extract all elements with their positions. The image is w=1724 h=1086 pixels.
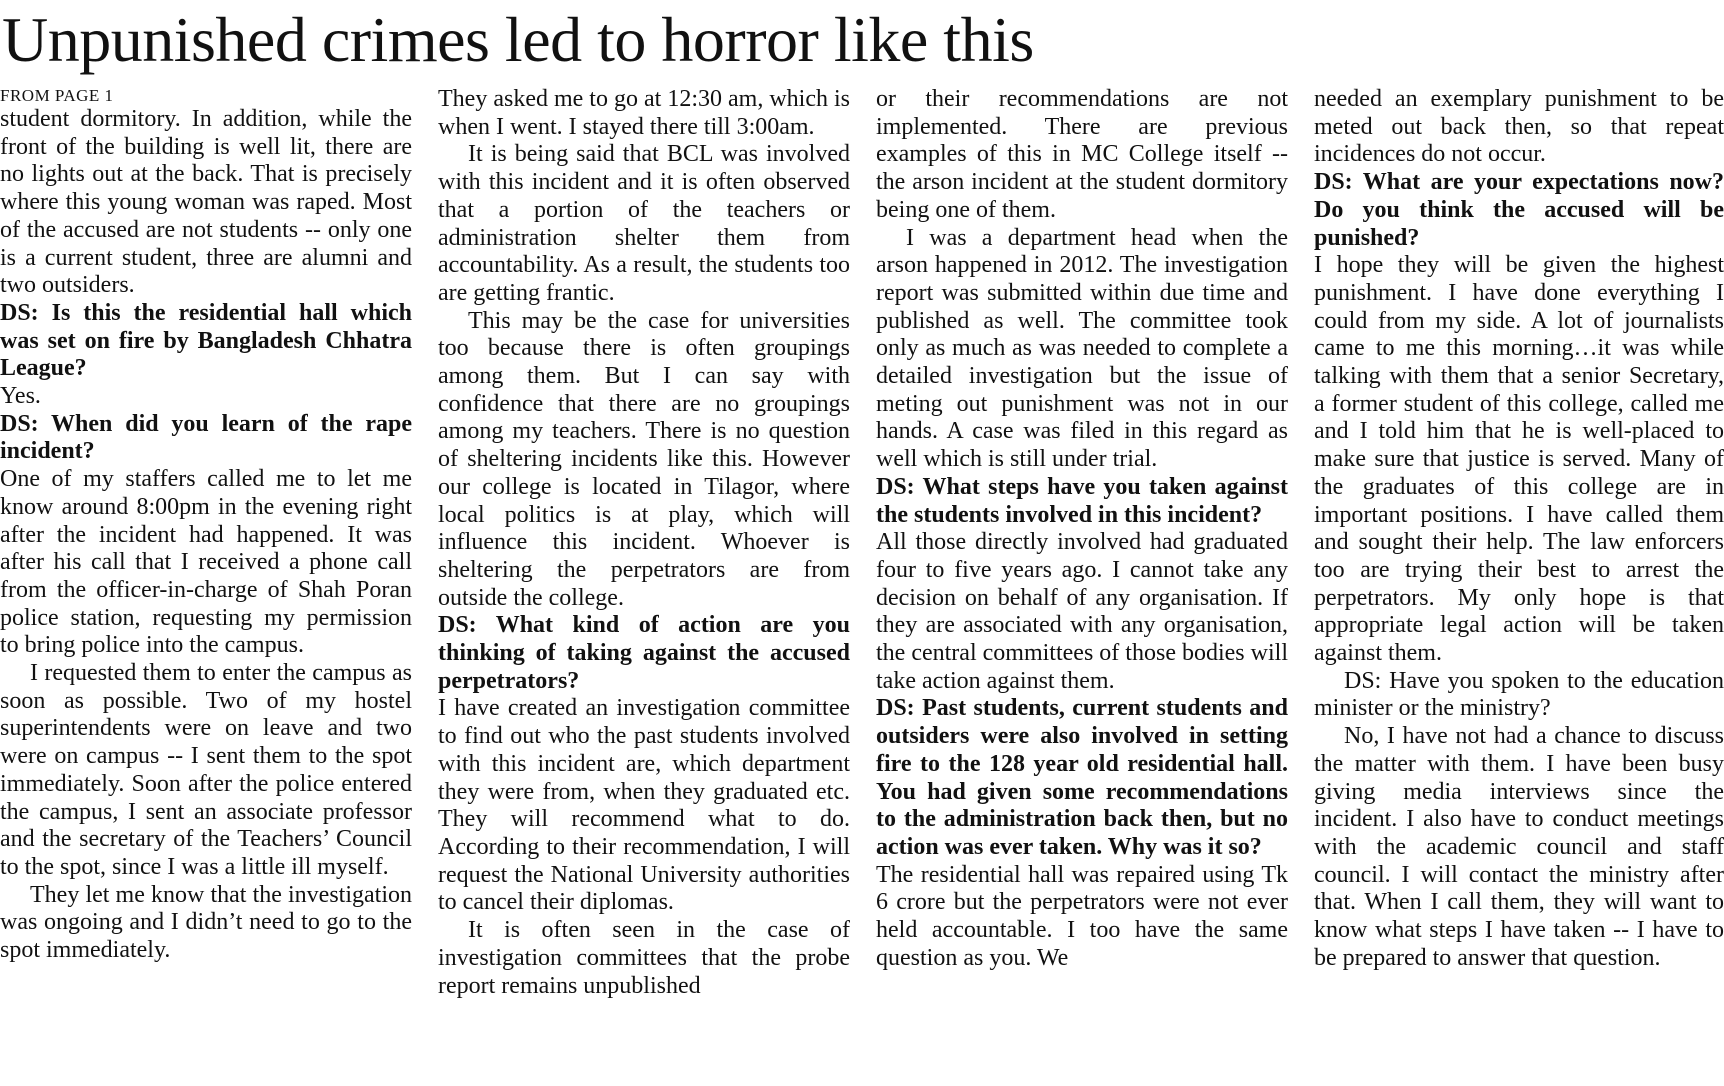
paragraph: No, I have not had a chance to discuss the matter with them. I have been busy giving media interviews since the incident. I also have to conduct meetings with the academic council and staff council. I will contact the ministry after that. When I call them, they will want to know what steps I have taken -- I have to be prepared to answer that question.	[1314, 723, 1724, 971]
paragraph: It is often seen in the case of investigation committees that the probe report remains unpublished	[438, 917, 850, 999]
column-3	[876, 86, 1288, 1082]
column-2	[438, 86, 850, 1082]
paragraph: student dormitory. In addition, while the front of the building is well lit, there are no lights out at the back. That is precisely where this young woman was raped. Most of the accused are not students -- only one is a current student, three are alumni and two outsiders.	[0, 106, 412, 299]
paragraph: They let me know that the investigation was ongoing and I didn’t need to go to the spot immediately.	[0, 881, 412, 964]
paragraph: This may be the case for universities too because there is often groupings among them. But I can say with confidence that there are no groupings among my teachers. There is no question of sheltering incidents like this. However our college is located in Tilagor, where local politics is at play, which will influence this incident. Whoever is sheltering the perpetrators are from outside the college.	[438, 307, 850, 611]
paragraph: All those directly involved had graduated four to five years ago. I cannot take any decision on behalf of any organisation. If they are associated with any organisation, the central committees of those bodies will take action against them.	[876, 529, 1288, 694]
paragraph: needed an exemplary punishment to be meted out back then, so that repeat incidences do not occur.	[1314, 86, 1724, 168]
paragraph: I hope they will be given the highest punishment. I have done everything I could from my side. A lot of journalists came to me this morning…it was while talking with them that a senior Secretary, a former student of this college, called me and I told him that he is well-placed to make sure that justice is served. Many of the graduates of this college are in important positions. I have called them and sought their help. The law enforcers too are trying their best to arrest the perpetrators. My only hope is that appropriate legal action will be taken against them.	[1314, 252, 1724, 667]
paragraph: DS: Have you spoken to the education minister or the ministry?	[1314, 667, 1724, 722]
paragraph: The residential hall was repaired using Tk 6 crore but the perpetrators were not ever held accountable. I too have the same question as you. We	[876, 861, 1288, 971]
interview-question: DS: Is this the residential hall which was set on fire by Bangladesh Chhatra League?	[0, 299, 412, 382]
interview-question: DS: Past students, current students and outsiders were also involved in setting fire to the 128 year old residential hall. You had given some recommendations to the administration back then, but no action was ever taken. Why was it so?	[876, 695, 1288, 860]
interview-question: DS: What steps have you taken against the students involved in this incident?	[876, 473, 1288, 528]
interview-question: DS: When did you learn of the rape incident?	[0, 410, 412, 465]
paragraph: One of my staffers called me to let me know around 8:00pm in the evening right after the incident had happened. It was after his call that I received a phone call from the officer-in-charge of Shah Poran police station, requesting my permission to bring police into the campus.	[0, 466, 412, 659]
column-4	[1314, 86, 1724, 1082]
paragraph: Yes.	[0, 383, 41, 410]
paragraph: They asked me to go at 12:30 am, which is when I went. I stayed there till 3:00am.	[438, 86, 850, 140]
interview-question: DS: What kind of action are you thinking of taking against the accused perpetrators?	[438, 612, 850, 694]
paragraph: I was a department head when the arson happened in 2012. The investigation report was submitted within due time and published as well. The committee took only as much as was needed to complete a detailed investigation but the issue of meting out punishment was not in our hands. A case was filed in this regard as well which is still under trial.	[876, 224, 1288, 473]
paragraph: I requested them to enter the campus as soon as possible. Two of my hostel superintendents were on leave and two were on campus -- I sent them to the spot immediately. Soon after the police entered the campus, I sent an associate professor and the secretary of the Teachers’ Council to the spot, since I was a little ill myself.	[0, 660, 412, 880]
interview-question: DS: What are your expectations now? Do you think the accused will be punished?	[1314, 169, 1724, 251]
headline: Unpunished crimes led to horror like this	[2, 4, 1034, 75]
article-columns	[0, 86, 1724, 1082]
paragraph: or their recommendations are not implemented. There are previous examples of this in MC College itself -- the arson incident at the student dormitory being one of them.	[876, 86, 1288, 223]
paragraph: I have created an investigation committee to find out who the past students involved with this incident are, which department they were from, when they graduated etc. They will recommend what to do. According to their recommendation, I will request the National University authorities to cancel their diplomas.	[438, 695, 850, 916]
continuation-kicker: FROM PAGE 1	[0, 86, 114, 105]
paragraph: It is being said that BCL was involved with this incident and it is often observed that a portion of the teachers or administration shelter them from accountability. As a result, the students too are getting frantic.	[438, 141, 850, 306]
column-1	[0, 86, 412, 1082]
